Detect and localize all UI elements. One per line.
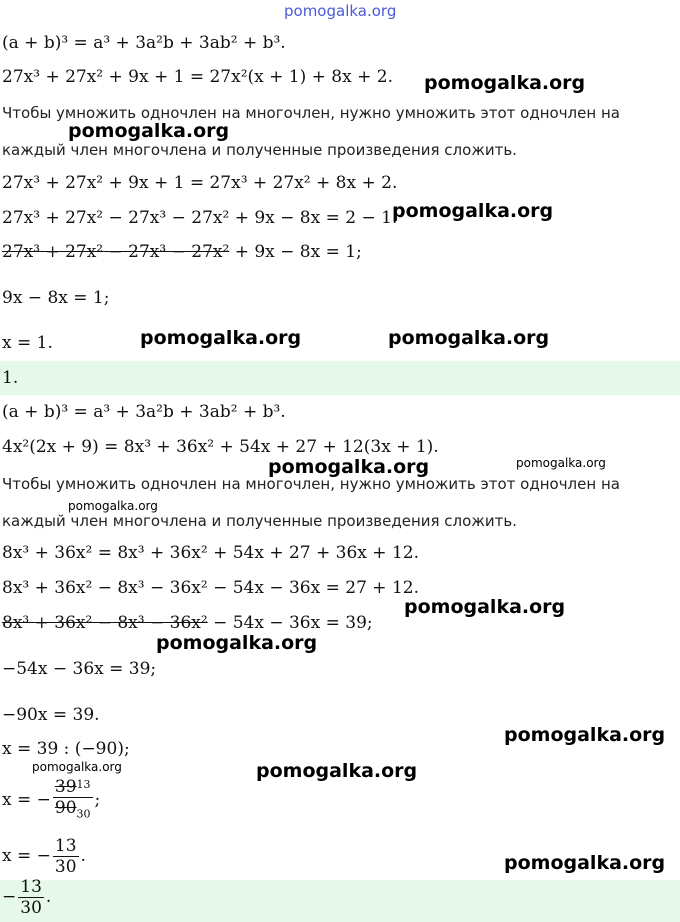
answer-band-1 — [0, 361, 680, 395]
watermark: pomogalka.org — [256, 760, 418, 782]
watermark: pomogalka.org — [516, 456, 606, 470]
equation-2-9-prefix: x = − — [2, 846, 51, 866]
equation-2-5: −54x − 36x = 39; — [2, 659, 157, 679]
answer-2-num: 13 — [20, 877, 42, 897]
rule-text-1-line2: каждый член многочлена и полученные произведения сложить. — [2, 141, 517, 159]
watermark: pomogalka.org — [404, 596, 566, 618]
rule-text-2-line1: Чтобы умножить одночлен на многочлен, нужно умножить этот одночлен на — [2, 475, 620, 493]
equation-1-3: 27x³ + 27x² − 27x³ − 27x² + 9x − 8x = 2 − 1. — [2, 208, 398, 228]
equation-2-1: 4x²(2x + 9) = 8x³ + 36x² + 54x + 27 + 12(3x + 1). — [2, 437, 439, 457]
watermark-top[interactable]: pomogalka.org — [284, 2, 397, 20]
equation-2-8 — [2, 777, 100, 824]
watermark: pomogalka.org — [504, 852, 666, 874]
equation-2-4-rest: − 54x − 36x = 39; — [207, 613, 373, 633]
answer-2-prefix: − — [2, 887, 17, 907]
watermark: pomogalka.org — [424, 72, 586, 94]
fraction-result-den: 30 — [54, 857, 77, 877]
watermark: pomogalka.org — [268, 456, 430, 478]
fraction-den-struck: 90 — [54, 798, 77, 818]
equation-2-9 — [2, 836, 86, 877]
equation-2-7: x = 39 : (−90); — [2, 739, 130, 759]
watermark: pomogalka.org — [388, 327, 550, 349]
fraction-num-reduced: 13 — [76, 778, 91, 791]
rule-text-2-line2: каждый член многочлена и полученные произведения сложить. — [2, 512, 517, 530]
equation-1-6: x = 1. — [2, 333, 53, 353]
fraction-result-num: 13 — [54, 836, 77, 856]
equation-2-8-suffix: ; — [94, 790, 101, 811]
watermark: pomogalka.org — [68, 499, 158, 513]
equation-1-4 — [2, 242, 362, 262]
answer-band-2 — [0, 880, 680, 922]
watermark: pomogalka.org — [32, 760, 122, 774]
answer-2 — [2, 877, 51, 918]
equation-1-5: 9x − 8x = 1; — [2, 288, 110, 308]
equation-2-4 — [2, 613, 373, 633]
answer-2-suffix: . — [45, 887, 52, 907]
equation-1-4-rest: + 9x − 8x = 1; — [229, 242, 362, 262]
equation-2-3: 8x³ + 36x² − 8x³ − 36x² − 54x − 36x = 27 + 12. — [2, 578, 419, 598]
cube-formula-2: (a + b)³ = a³ + 3a²b + 3ab² + b³. — [2, 402, 286, 422]
fraction-result — [53, 836, 79, 877]
answer-1: 1. — [2, 368, 19, 388]
equation-1-1: 27x³ + 27x² + 9x + 1 = 27x²(x + 1) + 8x + 2. — [2, 67, 393, 87]
cube-formula-1: (a + b)³ = a³ + 3a²b + 3ab² + b³. — [2, 33, 286, 53]
equation-2-2: 8x³ + 36x² = 8x³ + 36x² + 54x + 27 + 36x + 12. — [2, 543, 419, 563]
fraction-den-reduced: 30 — [76, 807, 91, 821]
cancelled-terms-1: 27x³ + 27x² − 27x³ − 27x² — [2, 242, 230, 262]
rule-text-1-line1: Чтобы умножить одночлен на многочлен, нужно умножить этот одночлен на — [2, 104, 620, 122]
watermark: pomogalka.org — [504, 724, 666, 746]
watermark: pomogalka.org — [392, 200, 554, 222]
watermark: pomogalka.org — [140, 327, 302, 349]
equation-2-9-suffix: . — [80, 846, 86, 866]
answer-2-fraction — [18, 877, 44, 918]
fraction-num-struck: 39 — [54, 777, 77, 797]
equation-1-2: 27x³ + 27x² + 9x + 1 = 27x³ + 27x² + 8x + 2. — [2, 173, 398, 193]
watermark: pomogalka.org — [68, 120, 230, 142]
fraction-reduced — [53, 777, 93, 824]
equation-2-6: −90x = 39. — [2, 705, 100, 725]
watermark: pomogalka.org — [156, 632, 318, 654]
equation-2-8-prefix: x = − — [2, 790, 51, 811]
cancelled-terms-2: 8x³ + 36x² − 8x³ − 36x² — [2, 613, 208, 633]
answer-2-den: 30 — [20, 898, 42, 918]
